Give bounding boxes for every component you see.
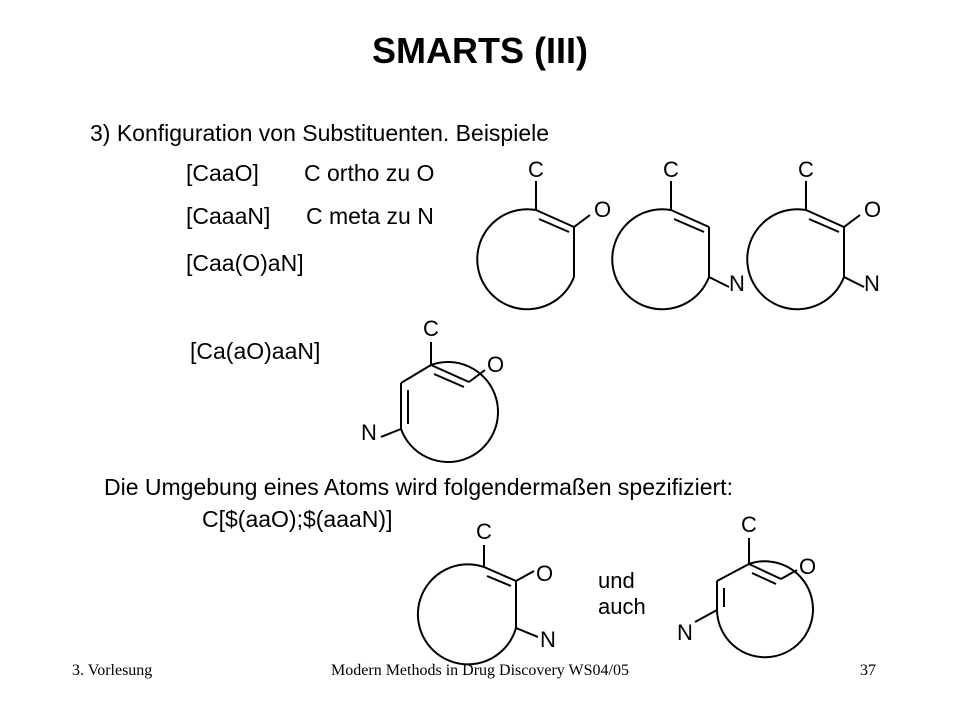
connector-line-1: und	[598, 568, 635, 593]
smarts-code-caaan: [CaaaN]	[186, 203, 271, 229]
footer-course: Modern Methods in Drug Discovery WS04/05	[331, 662, 629, 679]
molecule-mirrored-o-n	[355, 312, 505, 462]
atom-label-c: C	[798, 157, 814, 182]
molecule-ortho-o-meta-n	[760, 155, 900, 305]
smarts-desc-caao: C ortho zu O	[304, 160, 435, 186]
atom-label-o: O	[594, 197, 612, 222]
atom-label-n: N	[864, 271, 880, 296]
atom-label-n: N	[729, 271, 745, 296]
atom-label-c: C	[663, 157, 679, 182]
molecule-env-first	[430, 515, 570, 665]
slide-title: SMARTS (III)	[372, 30, 588, 71]
atom-label-n: N	[361, 420, 377, 445]
atom-label-o: O	[799, 554, 817, 579]
connector-line-2: auch	[598, 594, 646, 619]
smarts-code-caao: [CaaO]	[186, 160, 259, 186]
atom-label-n: N	[540, 627, 556, 652]
molecule-ortho-o	[490, 155, 630, 305]
footer-lecture: 3. Vorlesung	[72, 662, 153, 679]
footer-page-number: 37	[860, 662, 876, 679]
molecule-meta-n	[625, 155, 765, 305]
connector-text	[598, 568, 646, 620]
atom-label-o: O	[487, 352, 505, 377]
atom-label-c: C	[528, 157, 544, 182]
smarts-code-caa-o-an: [Caa(O)aN]	[186, 250, 304, 276]
smarts-code-ca-ao-aan: [Ca(aO)aaN]	[190, 338, 321, 364]
section-heading: 3) Konfiguration von Substituenten. Beispiele	[90, 120, 550, 146]
atom-label-o: O	[864, 197, 882, 222]
atom-label-c: C	[741, 512, 757, 537]
smarts-desc-caaan: C meta zu N	[306, 203, 434, 229]
atom-label-o: O	[536, 561, 554, 586]
atom-label-c: C	[476, 519, 492, 544]
environment-description: Die Umgebung eines Atoms wird folgendermaßen spezifiziert:	[104, 474, 733, 500]
atom-label-n: N	[677, 620, 693, 645]
atom-label-c: C	[423, 316, 439, 341]
environment-smarts: C[$(aaO);$(aaaN)]	[202, 506, 393, 532]
molecule-env-second	[675, 508, 835, 658]
